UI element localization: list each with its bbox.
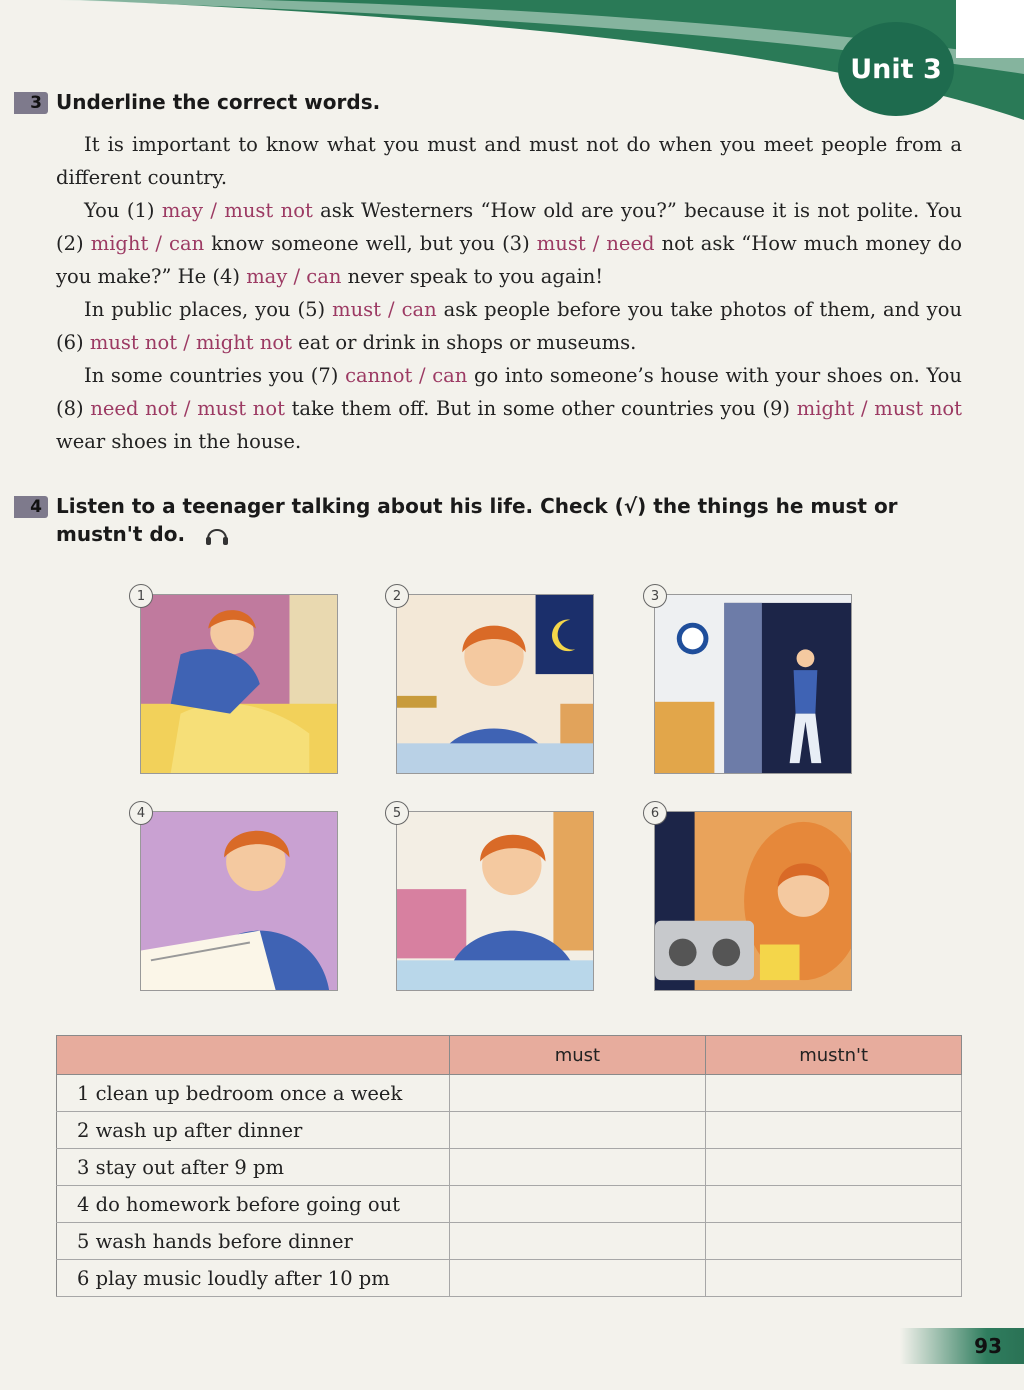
table-row <box>57 1075 962 1112</box>
mustnt-check-cell[interactable] <box>706 1223 962 1260</box>
word-choice-option[interactable]: must / can <box>332 298 437 321</box>
paragraph-text: know someone well, but you (3) <box>204 232 537 255</box>
picture-play-music <box>654 811 852 991</box>
word-choice-option[interactable]: need not / must not <box>90 397 285 420</box>
mustnt-check-cell[interactable] <box>706 1186 962 1223</box>
paragraph-text: wear shoes in the house. <box>56 430 302 453</box>
exercise-3-title: Underline the correct words. <box>56 90 381 114</box>
paragraph-text: not ask “How much money do you make?” He (4) <box>56 232 963 288</box>
exercise-3-paragraph <box>56 359 962 458</box>
table-header-row <box>57 1036 962 1075</box>
paragraph-text: In some countries you (7) <box>84 364 346 387</box>
paragraph-text: take them off. But in some other countries you (9) <box>284 397 797 420</box>
table-row <box>57 1260 962 1297</box>
paragraph-text: You (1) <box>84 199 162 222</box>
paragraph-text: In public places, you (5) <box>84 298 333 321</box>
mustnt-check-cell[interactable] <box>706 1112 962 1149</box>
paragraph-text: ask Westerners “How old are you?” because it is not polite. You (2) <box>56 199 963 255</box>
picture-make-bed <box>140 594 338 774</box>
must-check-cell[interactable] <box>449 1149 706 1186</box>
activity-label: 1 clean up bedroom once a week <box>57 1075 450 1112</box>
exercise-3-number: 3 <box>14 92 48 114</box>
mustnt-check-cell[interactable] <box>706 1149 962 1186</box>
word-choice-option[interactable]: cannot / can <box>345 364 468 387</box>
word-choice-option[interactable]: might / can <box>90 232 205 255</box>
activity-label: 4 do homework before going out <box>57 1186 450 1223</box>
table-row <box>57 1112 962 1149</box>
exercise-4-title-line1: Listen to a teenager talking about his life. Check (√) the things he must or <box>56 494 898 518</box>
word-choice-option[interactable]: must / need <box>536 232 655 255</box>
check-table <box>56 1035 962 1297</box>
table-header-must: must <box>449 1036 706 1075</box>
unit-badge: Unit 3 <box>838 22 954 116</box>
exercise-4-title-line2: mustn't do. <box>56 522 186 546</box>
picture-do-homework <box>140 811 338 991</box>
headphones-icon[interactable] <box>204 523 230 547</box>
activity-label: 6 play music loudly after 10 pm <box>57 1260 450 1297</box>
exercise-3-text <box>56 128 962 458</box>
table-row <box>57 1186 962 1223</box>
paragraph-text: ask people before you take photos of them, and you (6) <box>56 298 962 354</box>
picture-number-2: 2 <box>385 584 409 608</box>
picture-wash-dishes <box>396 594 594 774</box>
activity-label: 2 wash up after dinner <box>57 1112 450 1149</box>
must-check-cell[interactable] <box>449 1075 706 1112</box>
picture-stay-out <box>654 594 852 774</box>
word-choice-option[interactable]: may / must not <box>161 199 313 222</box>
exercise-4-number: 4 <box>14 496 48 518</box>
corner-blank <box>956 0 1024 58</box>
exercise-3-paragraph <box>56 128 962 194</box>
table-row <box>57 1223 962 1260</box>
activity-label: 5 wash hands before dinner <box>57 1223 450 1260</box>
picture-number-3: 3 <box>643 584 667 608</box>
exercise-3-paragraph <box>56 194 962 293</box>
picture-number-4: 4 <box>129 801 153 825</box>
exercise-3-paragraph <box>56 293 962 359</box>
paragraph-text: eat or drink in shops or museums. <box>291 331 637 354</box>
paragraph-text: never speak to you again! <box>341 265 604 288</box>
table-header-activity <box>57 1036 450 1075</box>
word-choice-option[interactable]: may / can <box>246 265 342 288</box>
mustnt-check-cell[interactable] <box>706 1260 962 1297</box>
table-row <box>57 1149 962 1186</box>
page-number: 93 <box>900 1328 1024 1364</box>
paragraph-text: go into someone’s house with your shoes on. You (8) <box>56 364 962 420</box>
picture-wash-hands <box>396 811 594 991</box>
table-header-mustnt: mustn't <box>706 1036 962 1075</box>
picture-number-6: 6 <box>643 801 667 825</box>
must-check-cell[interactable] <box>449 1186 706 1223</box>
picture-number-5: 5 <box>385 801 409 825</box>
must-check-cell[interactable] <box>449 1260 706 1297</box>
word-choice-option[interactable]: must not / might not <box>89 331 292 354</box>
picture-number-1: 1 <box>129 584 153 608</box>
activity-label: 3 stay out after 9 pm <box>57 1149 450 1186</box>
must-check-cell[interactable] <box>449 1223 706 1260</box>
paragraph-text: It is important to know what you must and must not do when you meet people from a different country. <box>56 133 962 189</box>
mustnt-check-cell[interactable] <box>706 1075 962 1112</box>
must-check-cell[interactable] <box>449 1112 706 1149</box>
word-choice-option[interactable]: might / must not <box>796 397 962 420</box>
